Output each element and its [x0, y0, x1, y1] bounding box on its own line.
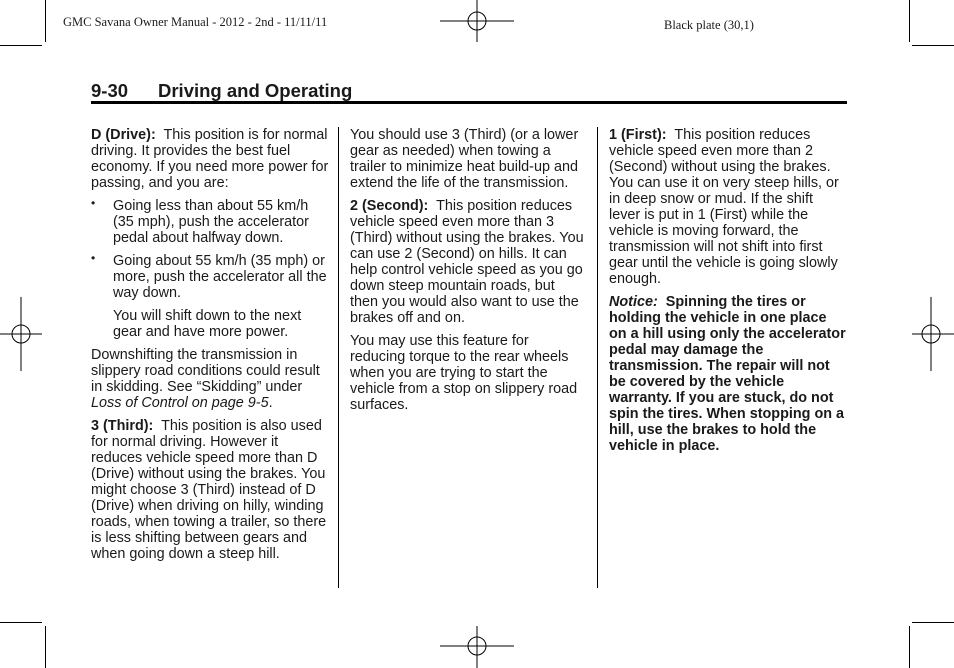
header-rule [91, 101, 847, 104]
registration-mark-left [0, 297, 42, 371]
registration-mark-right [912, 297, 954, 371]
bullet-icon: • [91, 251, 96, 265]
crop-mark-bottom-right-h [912, 622, 954, 623]
crop-mark-bottom-left-v [45, 626, 46, 668]
downshift-end: . [268, 395, 273, 411]
downshift-text: Downshifting the transmission in slippery road conditions could result in skidding. See “Skidding” under [91, 347, 320, 395]
second-text: This position reduces vehicle speed even more than 3 (Third) without using the brakes. You can use 2 (Second) on hills. It can help control vehicle speed as you go down steep mountain roads, but then you would also want to use the brakes off and on. [350, 198, 584, 326]
paragraph-downshift [91, 347, 331, 411]
print-meta-right: Black plate (30,1) [664, 18, 754, 32]
crop-mark-top-right-v [909, 0, 910, 42]
third-text: This position is also used for normal driving. However it reduces vehicle speed more than D (Drive) without using the brakes. You might choose 3 (Third) instead of D (Drive) when driving on hilly, winding roads, when towing a trailer, so there is less shifting between gears and when going down a steep hill. [91, 418, 327, 562]
bullet-icon: • [91, 196, 96, 210]
print-meta-left: GMC Savana Owner Manual - 2012 - 2nd - 11/11/11 [63, 15, 328, 29]
bullet-text-2: Going about 55 km/h (35 mph) or more, push the accelerator all the way down. [113, 253, 327, 301]
registration-mark-bottom [440, 626, 514, 668]
first-text: This position reduces vehicle speed even more than 2 (Second) without using the brakes. You can use it on very steep hills, or in deep snow or mud. If the shift lever is put in 1 (First) while the vehicle is moving forward, the transmission will not shift into first gear until the vehicle is going slowly enough. [609, 127, 839, 287]
third-label: 3 (Third): [91, 418, 154, 434]
notice-text: Spinning the tires or holding the vehicle in one place on a hill using only the accelerator pedal may damage the transmission. The repair will not be covered by the vehicle warranty. If you are stuck, do not spin the tires. When stopping on a hill, use the brakes to hold the vehicle in place. [609, 294, 846, 454]
crop-mark-bottom-left-h [0, 622, 42, 623]
paragraph-drive [91, 127, 331, 191]
downshift-reference: Loss of Control on page 9-5 [91, 395, 269, 411]
crop-mark-top-left-h [0, 45, 42, 46]
paragraph-second [350, 198, 586, 326]
list-item [91, 198, 331, 246]
list-item [91, 253, 331, 301]
paragraph-third [91, 418, 331, 562]
second-label: 2 (Second): [350, 198, 429, 214]
crop-mark-top-left-v [45, 0, 46, 42]
drive-label: D (Drive): [91, 127, 156, 143]
column-divider-1 [338, 127, 339, 588]
registration-mark-top [440, 0, 514, 42]
section-title: Driving and Operating [158, 80, 353, 101]
notice-block [609, 294, 847, 454]
paragraph-intro: You should use 3 (Third) (or a lower gear as needed) when towing a trailer to minimize heat build-up and extend the life of the transmission. [350, 127, 579, 191]
first-label: 1 (First): [609, 127, 667, 143]
column-divider-2 [597, 127, 598, 588]
column-1 [91, 127, 331, 569]
bullet-follow-text: You will shift down to the next gear and have more power. [113, 308, 302, 340]
crop-mark-bottom-right-v [909, 626, 910, 668]
column-3 [609, 127, 847, 461]
column-2 [350, 127, 586, 420]
bullet-text-1: Going less than about 55 km/h (35 mph), push the accelerator pedal about halfway down. [113, 198, 309, 246]
page-number: 9-30 [91, 80, 129, 101]
drive-text: This position is for normal driving. It provides the best fuel economy. If you need more power for passing, and you are: [91, 127, 329, 191]
paragraph-first [609, 127, 847, 287]
notice-label: Notice: [609, 294, 658, 310]
crop-mark-top-right-h [912, 45, 954, 46]
paragraph-torque: You may use this feature for reducing torque to the rear wheels when you are trying to start the vehicle from a stop on slippery road surfaces. [350, 333, 578, 413]
